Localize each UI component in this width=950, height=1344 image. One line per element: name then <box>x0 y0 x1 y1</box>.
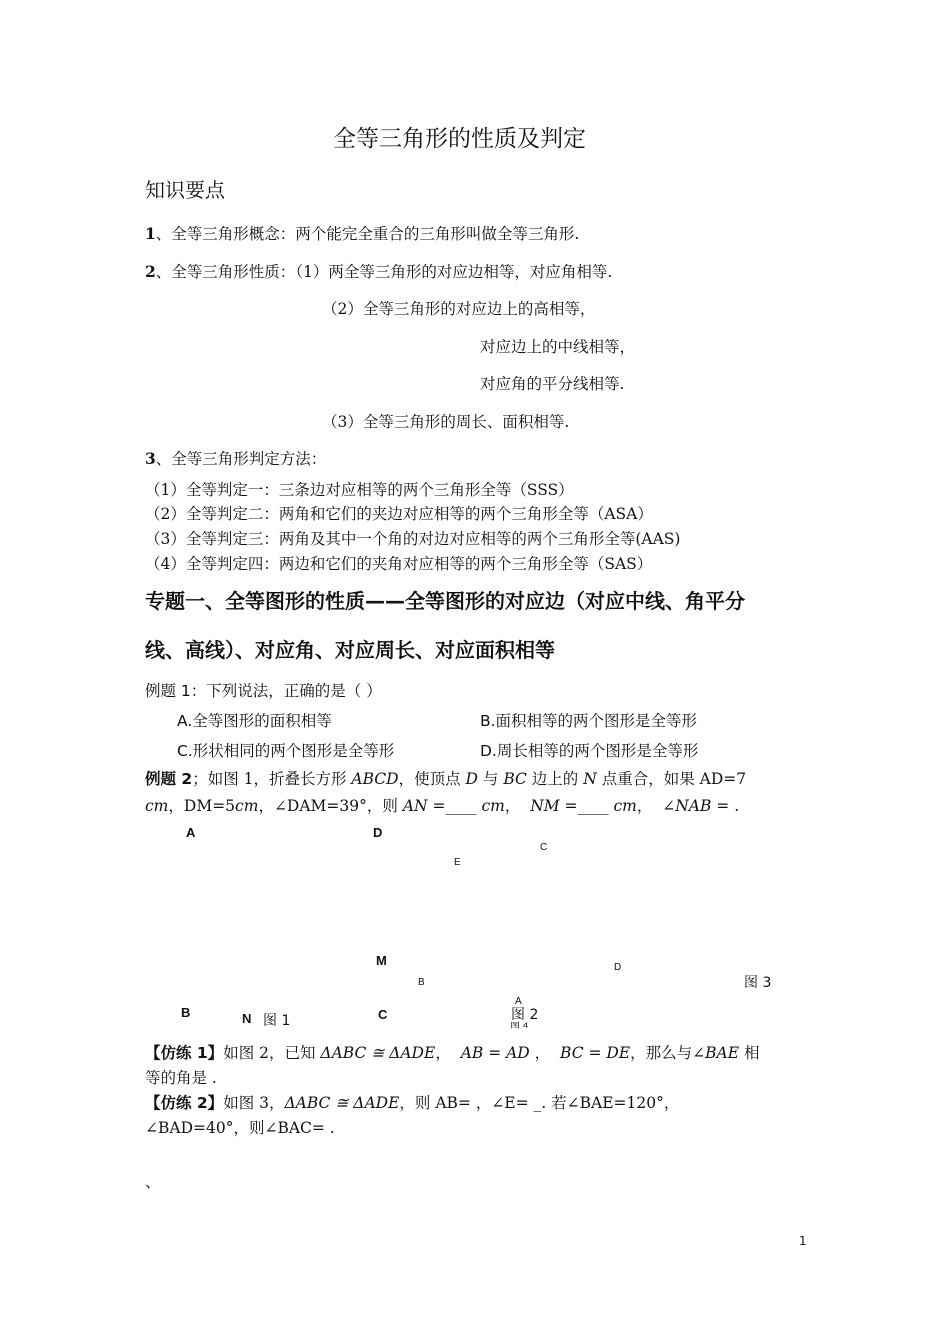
point-2 <box>145 260 612 282</box>
example-2-point-n: N <box>583 770 597 788</box>
example-2-line1 <box>145 767 746 789</box>
practice-2-tag: 【仿练 2】 <box>145 1094 224 1112</box>
congruence-expr: ΔABC ≅ ΔADE <box>320 1044 436 1062</box>
practice-1-line1: 【仿练 1】如图 2，已知 ΔABC ≅ ΔADE， AB = AD ， BC = DE，那么与∠BAE 相 <box>145 1044 760 1062</box>
point-2-num: 2 <box>145 262 156 281</box>
example-1-question: 例题 1：下列说法，正确的是（ ） <box>145 682 382 700</box>
figure-4-caption: 图 4 <box>510 1022 529 1030</box>
point-1-text: 两个能完全重合的三角形叫做全等三角形. <box>295 225 580 243</box>
congruence-expr: ΔABC ≅ ΔADE <box>284 1094 400 1112</box>
page-number: 1 <box>799 1234 807 1248</box>
practice-1-line2: 等的角是 . <box>145 1069 217 1087</box>
example-2-point-d: D <box>465 770 478 788</box>
point-1-num: 1 <box>145 224 156 243</box>
unit-cm: cm <box>613 797 637 815</box>
example-2-text: 点重合，如果 AD=7 <box>596 770 747 788</box>
example-2-text: ，使顶点 <box>398 770 466 788</box>
example-2-text: ；如图 1，折叠长方形 <box>192 770 352 788</box>
segment-an: AN <box>402 797 428 815</box>
practice-1-tag: 【仿练 1】 <box>145 1044 224 1062</box>
example-2-line2: cm，DM=5cm，∠DAM=39°，则 AN =____ cm， NM =____ cm， ∠NAB = . <box>145 797 740 815</box>
practice-1-text: 如图 2，已知 <box>223 1044 321 1062</box>
fig-label-m: M <box>376 953 387 968</box>
example-2-label: 例题 2 <box>145 770 193 788</box>
topic-heading-line2: 线、高线）、对应角、对应周长、对应面积相等 <box>145 638 555 662</box>
segment-nm: NM <box>530 797 560 815</box>
practice-1-text: ，那么与 <box>630 1044 693 1062</box>
fig-label-c-bold: C <box>378 1007 388 1022</box>
example-2-rect-name: ABCD <box>351 770 399 788</box>
example-1-option-d: D.周长相等的两个图形是全等形 <box>480 742 699 760</box>
method-1: （1）全等判定一：三条边对应相等的两个三角形全等（SSS） <box>145 481 574 499</box>
example-1-option-a: A.全等图形的面积相等 <box>177 712 332 730</box>
fig-label-a-small: A <box>515 996 522 1007</box>
example-1-option-c: C.形状相同的两个图形是全等形 <box>177 742 395 760</box>
practice-1-text: ， <box>435 1044 451 1062</box>
point-3 <box>145 447 326 469</box>
method-4: （4）全等判定四：两边和它们的夹角对应相等的两个三角形全等（SAS） <box>145 555 653 573</box>
point-1-lead: 、全等三角形概念： <box>155 225 296 243</box>
point-2-line5: （3）全等三角形的周长、面积相等. <box>322 413 570 431</box>
answer-blank: =____ <box>559 797 609 815</box>
figure-3-caption: 图 3 <box>744 975 772 991</box>
answer-blank: = . <box>711 797 740 815</box>
equation-ab-ad: AB = AD <box>460 1044 530 1062</box>
angle-bae: ∠BAE <box>692 1044 740 1062</box>
example-2-side-bc: BC <box>503 770 527 788</box>
point-2-lead: 、全等三角形性质： <box>155 263 296 281</box>
fig-label-b: B <box>181 1005 191 1020</box>
fig-label-e: E <box>454 857 461 868</box>
fig-label-d: D <box>373 825 383 840</box>
method-2: （2）全等判定二：两角和它们的夹边对应相等的两个三角形全等（ASA） <box>145 505 653 523</box>
point-2-line1: （1）两全等三角形的对应边相等，对应角相等. <box>295 263 613 281</box>
fig-label-b-small: B <box>418 977 425 988</box>
example-2-text: ，∠DAM=39°，则 <box>258 797 403 815</box>
page-title: 全等三角形的性质及判定 <box>333 126 586 152</box>
example-2-text: 边上的 <box>526 770 584 788</box>
stray-mark: 、 <box>145 1173 161 1191</box>
point-3-num: 3 <box>145 449 156 468</box>
fig-label-n: N <box>242 1011 252 1026</box>
fig-label-a: A <box>186 825 196 840</box>
point-2-line3: 对应边上的中线相等， <box>480 338 636 356</box>
figure-1-caption: 图 1 <box>263 1013 291 1029</box>
unit-cm: cm <box>235 797 259 815</box>
equation-bc-de: BC = DE <box>560 1044 631 1062</box>
angle-nab: ∠NAB <box>662 797 712 815</box>
practice-1-text: 相 <box>739 1044 760 1062</box>
section-heading: 知识要点 <box>145 178 225 202</box>
point-3-lead: 、全等三角形判定方法： <box>155 450 327 468</box>
point-2-line2: （2）全等三角形的对应边上的高相等， <box>322 300 596 318</box>
practice-2-text: 如图 3， <box>223 1094 285 1112</box>
fig-label-d-small: D <box>614 962 622 973</box>
method-3: （3）全等判定三：两角及其中一个角的对边对应相等的两个三角形全等(AAS) <box>145 530 681 548</box>
example-1-option-b: B.面积相等的两个图形是全等形 <box>480 712 698 730</box>
topic-heading-line1: 专题一、全等图形的性质——全等图形的对应边（对应中线、角平分 <box>145 589 745 613</box>
practice-2-line1 <box>145 1091 679 1113</box>
unit-cm: cm <box>145 797 169 815</box>
point-2-line4: 对应角的平分线相等. <box>480 375 625 393</box>
practice-2-line2: ∠BAD=40°，则∠BAC= . <box>145 1119 335 1137</box>
point-1 <box>145 222 579 244</box>
answer-blank: =____ <box>427 797 477 815</box>
unit-cm: cm <box>481 797 505 815</box>
example-2-text: 与 <box>477 770 504 788</box>
fig-label-c: C <box>540 842 548 853</box>
example-2-text: ，DM=5 <box>168 797 236 815</box>
figure-2-caption: 图 2 <box>511 1007 539 1023</box>
practice-2-text: ，则 AB= ，∠E= _. 若∠BAE=120°， <box>399 1094 680 1112</box>
